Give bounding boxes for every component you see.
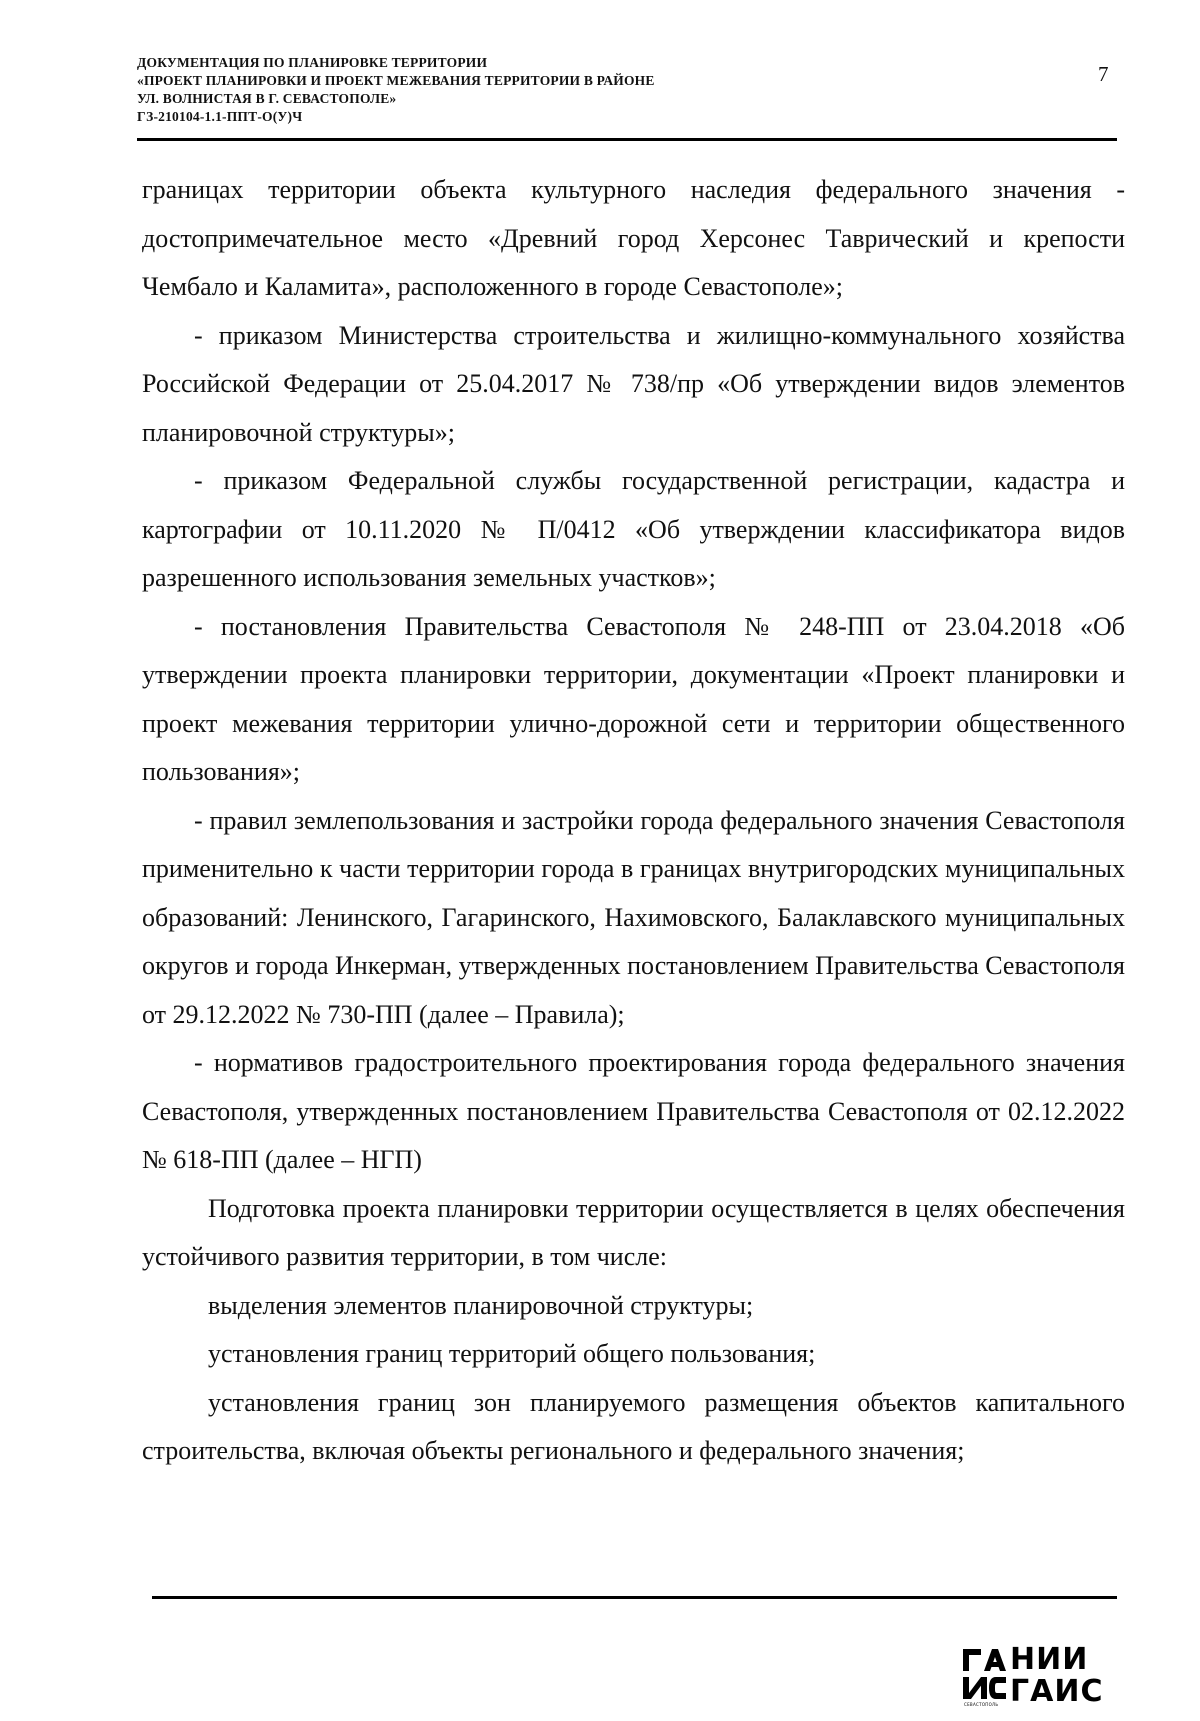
- paragraph: - правил землепользования и застройки города федерального значения Севастополя применительно к части территории города в границах внутригородских муниципальных образований: Ленинского, Гагаринского, Нахимовского, Балаклавского муниципальных округов и города Инкерман, утвержденных постановлением Правительства Севастополя от 29.12.2022 № 730-ПП (далее – Правила);: [142, 805, 1125, 1029]
- paragraph: - постановления Правительства Севастополя № 248-ПП от 23.04.2018 «Об утверждении проекта планировки территории, документации «Проект планировки и проект межевания территории улично-дорожной сети и территории общественного пользования»;: [142, 611, 1125, 786]
- paragraph: границах территории объекта культурного наследия федерального значения - достопримечательное место «Древний город Херсонес Таврический и крепости Чембало и Каламита», расположенного в городе Севастополе»;: [142, 175, 1125, 301]
- paragraph: установления границ зон планируемого размещения объектов капитального строительства, включая объекты регионального и федерального значения;: [142, 1387, 1125, 1465]
- paragraph: - нормативов градостроительного проектирования города федерального значения Севастополя, утвержденных постановлением Правительства Севастополя от 02.12.2022 № 618-ПП (далее – НГП): [142, 1048, 1125, 1174]
- logo-text-line-1: НИИ: [1010, 1642, 1089, 1677]
- logo-subtext: СЕВАСТОПОЛЬ: [964, 1702, 999, 1707]
- paragraph: - приказом Министерства строительства и жилищно-коммунального хозяйства Российской Федерации от 25.04.2017 № 738/пр «Об утверждении видов элементов планировочной структуры»;: [142, 320, 1125, 447]
- page-number: 7: [1098, 62, 1109, 86]
- footer-divider: [152, 1596, 1117, 1599]
- header-line-1: ДОКУМЕНТАЦИЯ ПО ПЛАНИРОВКЕ ТЕРРИТОРИИ: [137, 55, 488, 70]
- paragraph: - приказом Федеральной службы государственной регистрации, кадастра и картографии от 10.11.2020 № П/0412 «Об утверждении классификатора видов разрешенного использования земельных участков»;: [142, 466, 1125, 592]
- header-divider: [137, 138, 1117, 141]
- paragraph: Подготовка проекта планировки территории осуществляется в целях обеспечения устойчивого развития территории, в том числе:: [142, 1193, 1125, 1271]
- paragraph: выделения элементов планировочной структуры;: [208, 1290, 754, 1320]
- logo-text: [1010, 1644, 1103, 1708]
- document-header: [137, 54, 877, 126]
- header-line-2: «ПРОЕКТ ПЛАНИРОВКИ И ПРОЕКТ МЕЖЕВАНИЯ ТЕРРИТОРИИ В РАЙОНЕ: [137, 73, 655, 88]
- logo-text-line-2: ГАИС: [1010, 1674, 1104, 1709]
- header-line-4: ГЗ-210104-1.1-ППТ-О(У)Ч: [137, 109, 303, 124]
- gais-logo-mark-icon: [962, 1646, 1006, 1710]
- paragraph: установления границ территорий общего пользования;: [208, 1339, 816, 1368]
- header-line-3: УЛ. ВОЛНИСТАЯ В Г. СЕВАСТОПОЛЕ»: [137, 91, 397, 106]
- nii-gais-logo: [962, 1642, 1138, 1710]
- document-body: [142, 166, 1125, 1476]
